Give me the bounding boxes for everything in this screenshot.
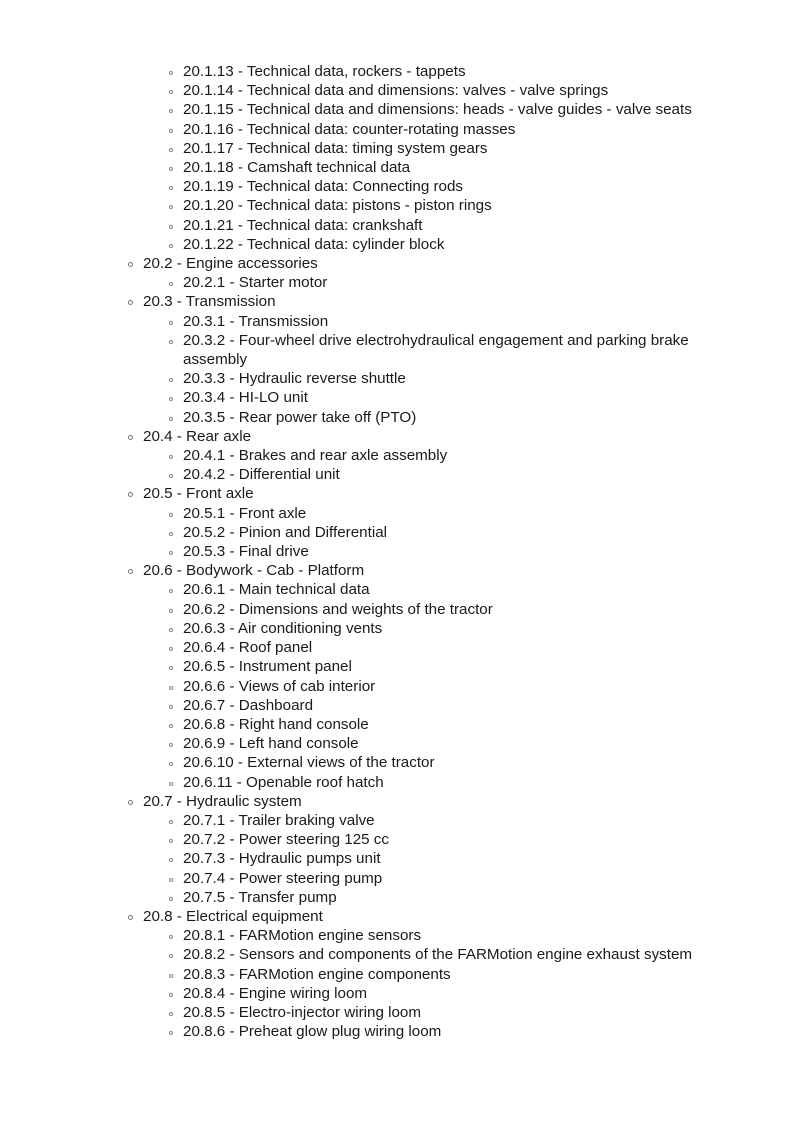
toc-section-item[interactable]: 20.3 - Transmission xyxy=(0,292,794,311)
toc-section-item[interactable]: 20.6 - Bodywork - Cab - Platform xyxy=(0,561,794,580)
toc-subsection-item[interactable]: 20.6.4 - Roof panel xyxy=(0,638,794,657)
toc-subsection-item[interactable]: 20.7.3 - Hydraulic pumps unit xyxy=(0,849,794,868)
toc-subsection-item[interactable]: 20.3.1 - Transmission xyxy=(0,312,794,331)
toc-subsection-item[interactable]: 20.6.8 - Right hand console xyxy=(0,715,794,734)
toc-subsection-item[interactable]: 20.3.5 - Rear power take off (PTO) xyxy=(0,408,794,427)
toc-subsection-item[interactable]: 20.3.4 - HI-LO unit xyxy=(0,388,794,407)
toc-subsection-item[interactable]: 20.3.2 - Four-wheel drive electrohydraulical engagement and parking brake assembly xyxy=(0,331,794,369)
toc-subsection-item[interactable]: 20.6.10 - External views of the tractor xyxy=(0,753,794,772)
toc-subsection-item[interactable]: 20.1.14 - Technical data and dimensions: valves - valve springs xyxy=(0,81,794,100)
toc-subsection-item[interactable]: 20.7.1 - Trailer braking valve xyxy=(0,811,794,830)
toc-section-item[interactable]: 20.8 - Electrical equipment xyxy=(0,907,794,926)
toc-subsection-item[interactable]: 20.8.5 - Electro-injector wiring loom xyxy=(0,1003,794,1022)
toc-subsection-item[interactable]: 20.6.11 - Openable roof hatch xyxy=(0,773,794,792)
toc-subsection-item[interactable]: 20.1.15 - Technical data and dimensions: heads - valve guides - valve seats xyxy=(0,100,794,119)
toc-subsection-item[interactable]: 20.5.2 - Pinion and Differential xyxy=(0,523,794,542)
toc-subsection-item[interactable]: 20.2.1 - Starter motor xyxy=(0,273,794,292)
toc-subsection-item[interactable]: 20.5.1 - Front axle xyxy=(0,504,794,523)
toc-subsection-item[interactable]: 20.6.6 - Views of cab interior xyxy=(0,677,794,696)
toc-subsection-item[interactable]: 20.6.1 - Main technical data xyxy=(0,580,794,599)
toc-section-item[interactable]: 20.2 - Engine accessories xyxy=(0,254,794,273)
toc-subsection-item[interactable]: 20.6.5 - Instrument panel xyxy=(0,657,794,676)
toc-subsection-item[interactable]: 20.1.16 - Technical data: counter-rotating masses xyxy=(0,120,794,139)
toc-subsection-item[interactable]: 20.1.22 - Technical data: cylinder block xyxy=(0,235,794,254)
toc-section-item[interactable]: 20.7 - Hydraulic system xyxy=(0,792,794,811)
toc-subsection-item[interactable]: 20.1.20 - Technical data: pistons - piston rings xyxy=(0,196,794,215)
toc-subsection-item[interactable]: 20.5.3 - Final drive xyxy=(0,542,794,561)
toc-subsection-item[interactable]: 20.6.3 - Air conditioning vents xyxy=(0,619,794,638)
toc-subsection-item[interactable]: 20.7.5 - Transfer pump xyxy=(0,888,794,907)
toc-subsection-item[interactable]: 20.8.4 - Engine wiring loom xyxy=(0,984,794,1003)
toc-subsection-item[interactable]: 20.8.1 - FARMotion engine sensors xyxy=(0,926,794,945)
toc-subsection-item[interactable]: 20.1.19 - Technical data: Connecting rods xyxy=(0,177,794,196)
toc-subsection-item[interactable]: 20.7.4 - Power steering pump xyxy=(0,869,794,888)
toc-section-item[interactable]: 20.5 - Front axle xyxy=(0,484,794,503)
toc-subsection-item[interactable]: 20.6.2 - Dimensions and weights of the tractor xyxy=(0,600,794,619)
toc-subsection-item[interactable]: 20.1.21 - Technical data: crankshaft xyxy=(0,216,794,235)
toc-subsection-item[interactable]: 20.6.9 - Left hand console xyxy=(0,734,794,753)
toc-subsection-item[interactable]: 20.7.2 - Power steering 125 cc xyxy=(0,830,794,849)
toc-subsection-item[interactable]: 20.1.17 - Technical data: timing system gears xyxy=(0,139,794,158)
toc-subsection-item[interactable]: 20.8.6 - Preheat glow plug wiring loom xyxy=(0,1022,794,1041)
toc-subsection-item[interactable]: 20.4.1 - Brakes and rear axle assembly xyxy=(0,446,794,465)
toc-subsection-item[interactable]: 20.8.3 - FARMotion engine components xyxy=(0,965,794,984)
toc-subsection-item[interactable]: 20.1.18 - Camshaft technical data xyxy=(0,158,794,177)
toc-subsection-item[interactable]: 20.3.3 - Hydraulic reverse shuttle xyxy=(0,369,794,388)
toc-subsection-item[interactable]: 20.6.7 - Dashboard xyxy=(0,696,794,715)
toc-subsection-item[interactable]: 20.8.2 - Sensors and components of the FARMotion engine exhaust system xyxy=(0,945,794,964)
toc-page xyxy=(0,62,794,1041)
toc-subsection-item[interactable]: 20.4.2 - Differential unit xyxy=(0,465,794,484)
toc-subsection-item[interactable]: 20.1.13 - Technical data, rockers - tappets xyxy=(0,62,794,81)
table-of-contents xyxy=(0,62,794,1041)
toc-section-item[interactable]: 20.4 - Rear axle xyxy=(0,427,794,446)
